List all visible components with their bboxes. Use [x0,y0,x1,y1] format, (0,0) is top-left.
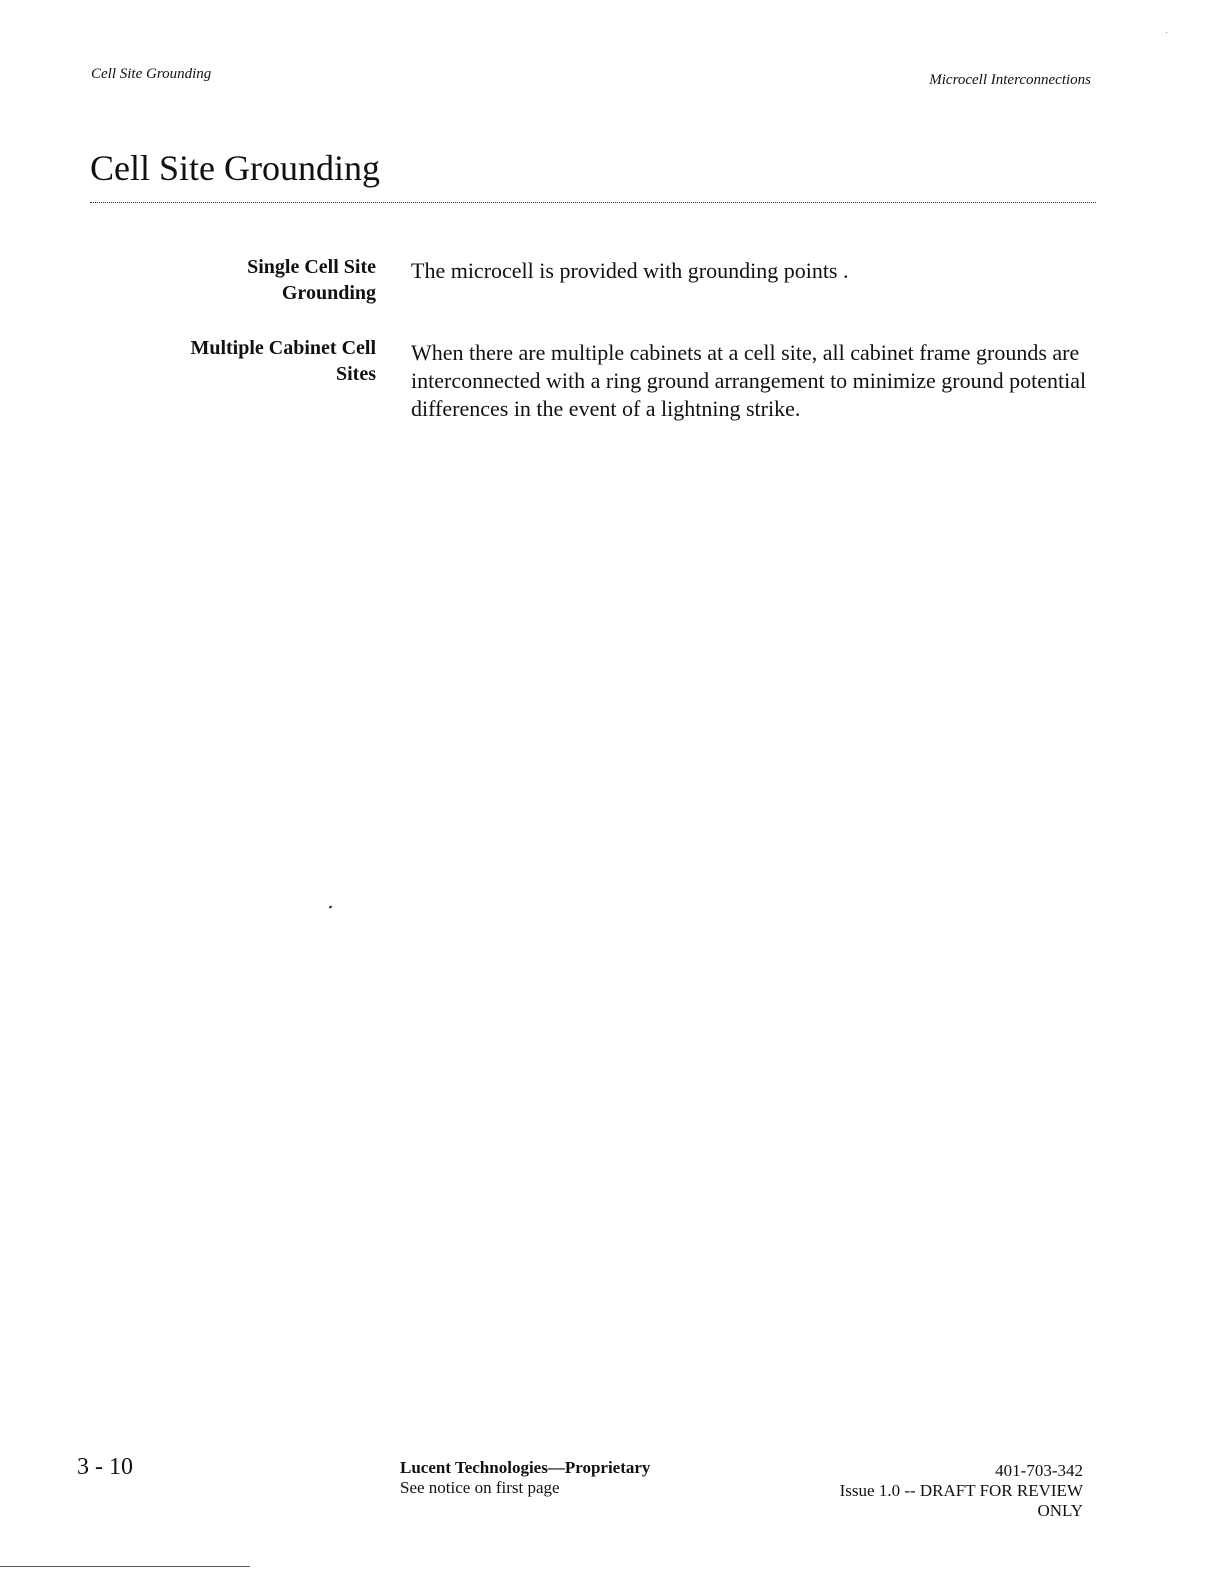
scan-speck [1166,32,1167,33]
footer-document-info [763,1461,1083,1521]
section-body: The microcell is provided with grounding points . [411,258,849,283]
title-dotted-rule [90,202,1096,203]
section-label-line: Single Cell Site [247,256,376,278]
footer-notice: See notice on first page [400,1478,560,1497]
footer-issue: Issue 1.0 -- DRAFT FOR REVIEW [839,1481,1083,1500]
section-label-line: Grounding [281,282,376,304]
section-label-line: Multiple Cabinet Cell [190,337,376,359]
footer-company: Lucent Technologies—Proprietary [400,1458,651,1477]
bottom-rule [0,1566,250,1567]
running-header-right: Microcell Interconnections [929,72,1091,88]
section-label [150,254,376,306]
section-body: When there are multiple cabinets at a cell site, all cabinet frame grounds are interconnected with a ring ground arrangement to minimize ground potential differences in the event of a lightning strike. [411,340,1087,421]
footer-issue-continued: ONLY [1037,1501,1083,1520]
running-header-left: Cell Site Grounding [91,66,212,82]
stray-mark [329,905,333,908]
footer-proprietary-notice [400,1458,650,1498]
section-label [150,335,376,387]
section-label-line: Sites [336,363,376,385]
footer-doc-number: 401-703-342 [995,1461,1083,1480]
page-number: 3 - 10 [77,1454,133,1480]
page-title: Cell Site Grounding [90,148,380,188]
